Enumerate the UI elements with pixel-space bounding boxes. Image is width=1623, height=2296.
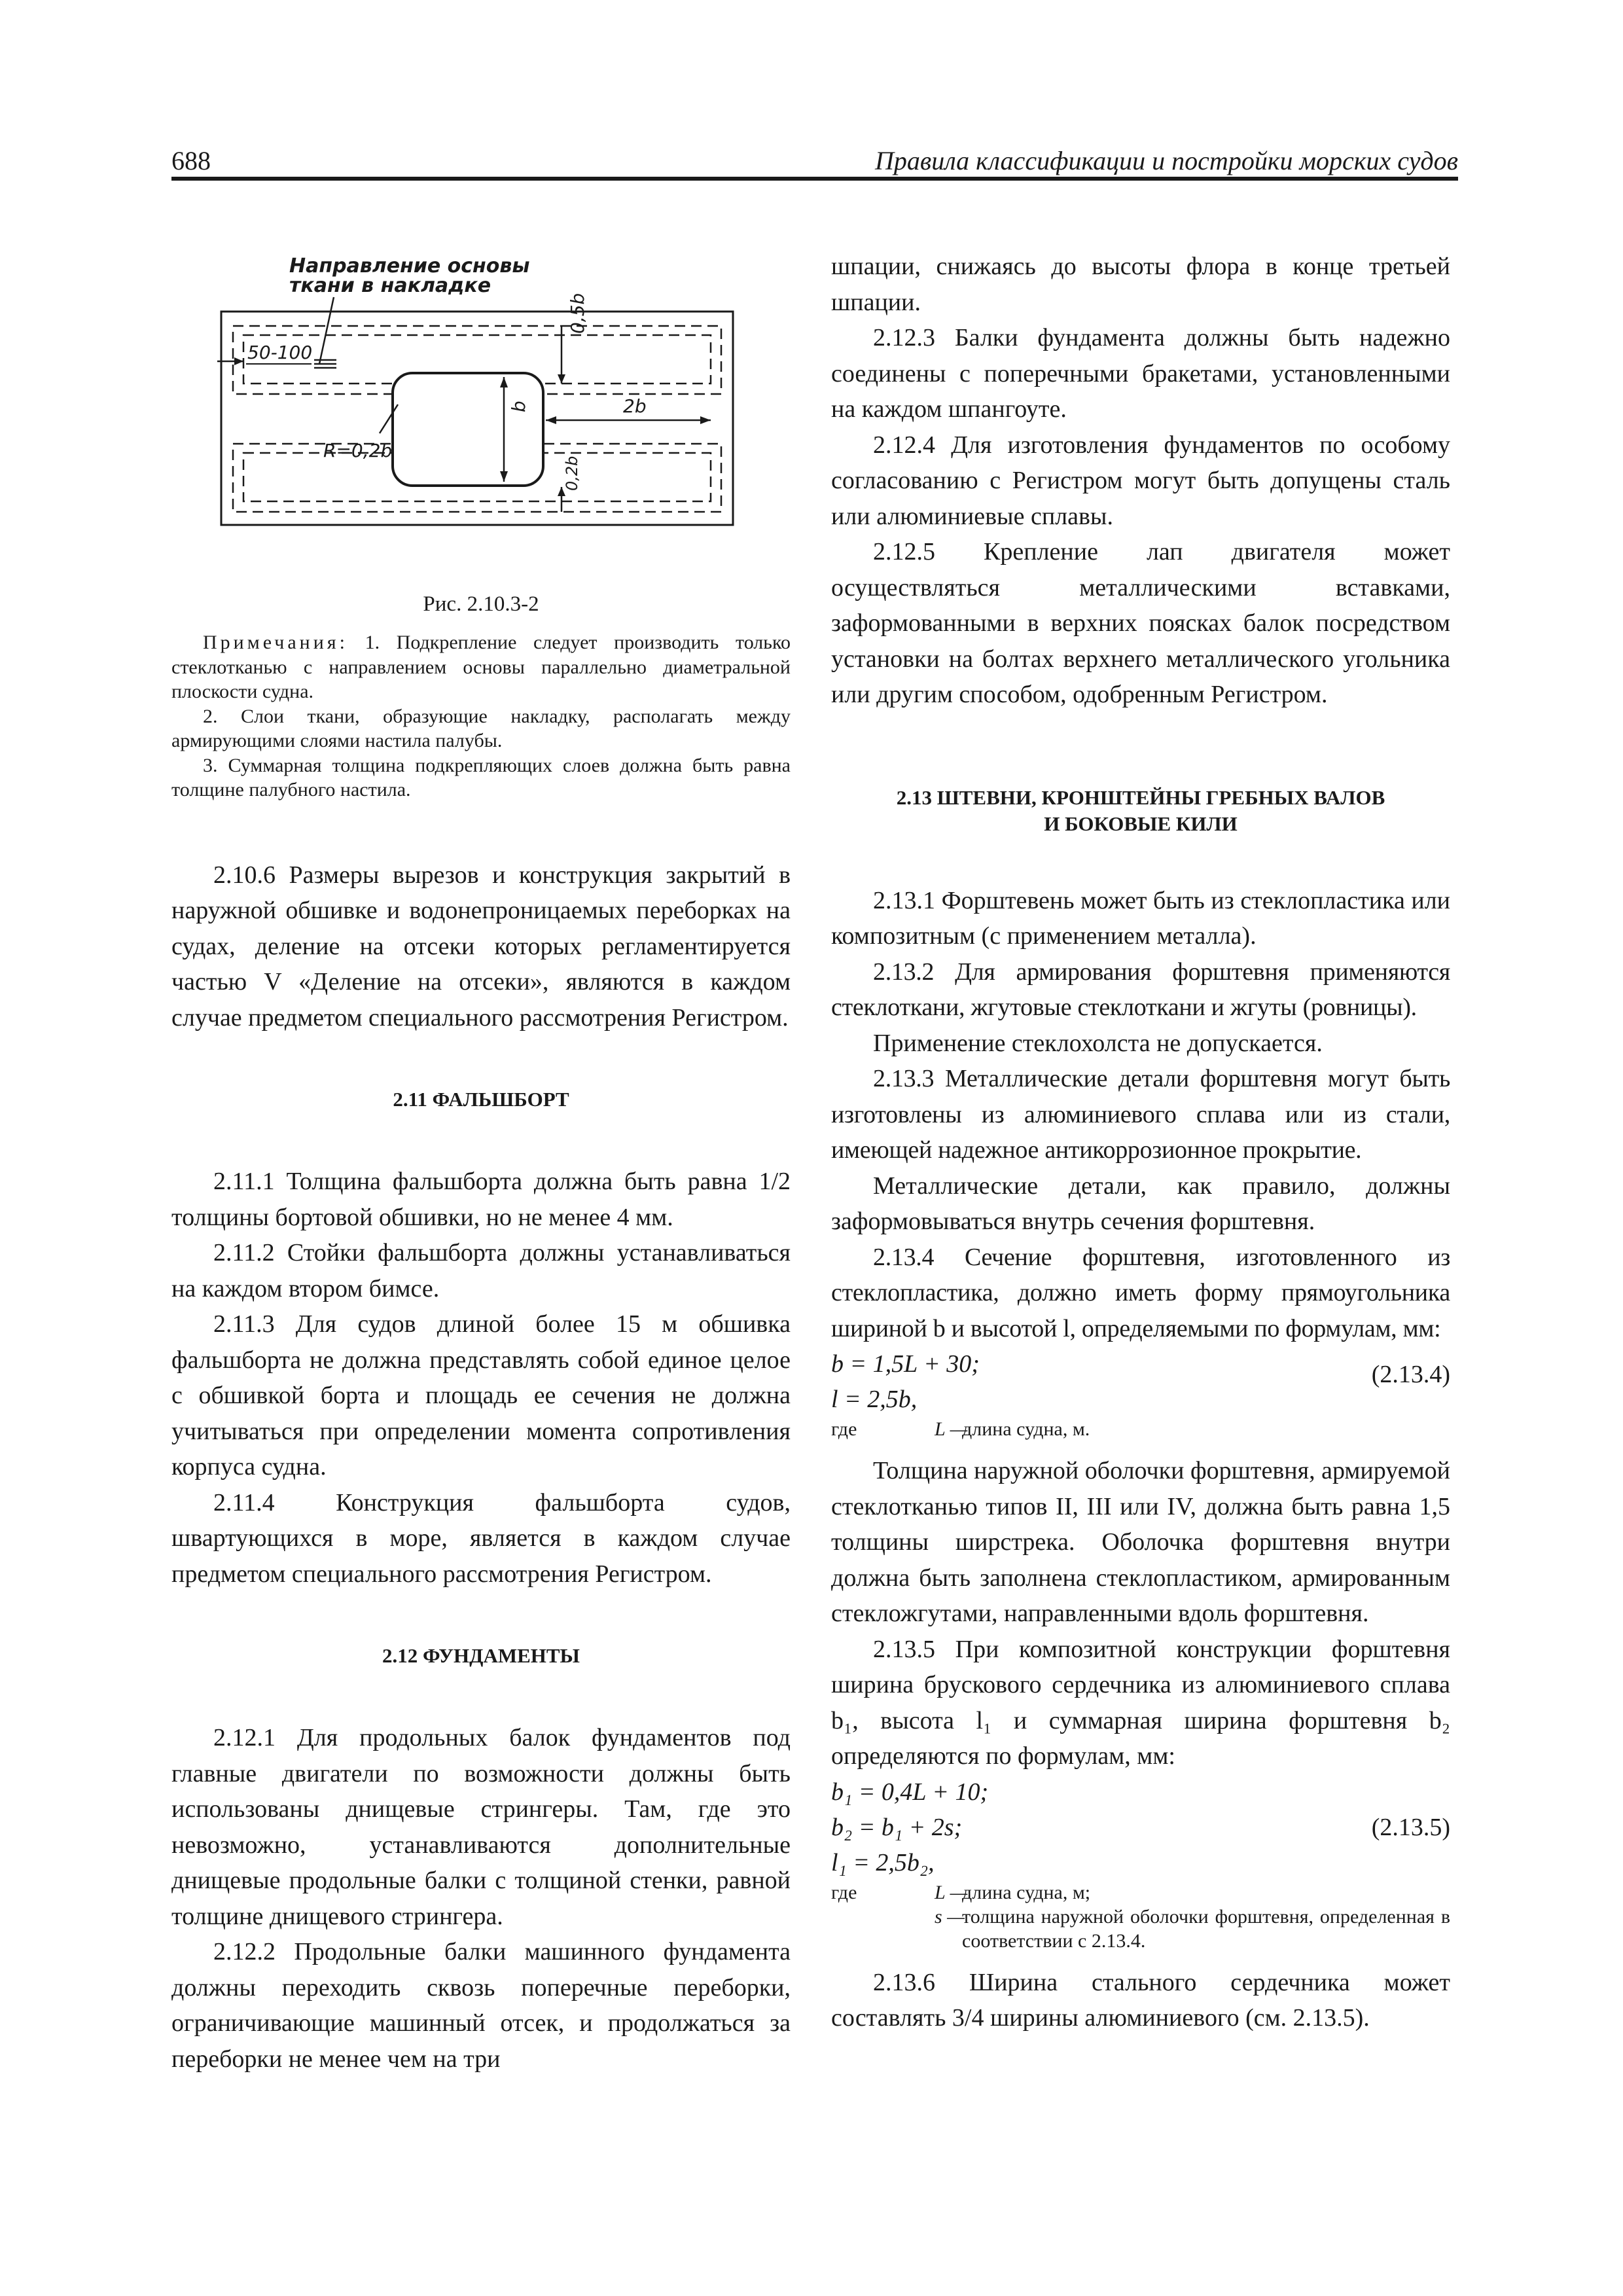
para-2-13-2b: Применение стеклохолста не допускается.	[873, 1029, 1323, 1057]
page-number: 688	[171, 146, 211, 175]
dimension-2b: 2b	[623, 395, 647, 417]
para-2-11-2: 2.11.2 Стойки фальшборта должны устанавливаться на каждом втором бимсе.	[171, 1239, 791, 1302]
figure-label-direction-2: ткани в накладке	[289, 274, 491, 297]
dimension-05b: 0,5b	[567, 293, 588, 334]
figure-notes	[171, 630, 791, 802]
formula-2-13-4-a: b = 1,5L + 30;	[831, 1350, 980, 1378]
para-2-13-2: 2.13.2 Для армирования форштевня применяются стеклоткани, жгутовые стеклоткани и жгуты (ровницы).	[831, 958, 1450, 1021]
formula-2-13-5-c: l₁ = 2,5b₂,	[831, 1848, 935, 1876]
figure-label-direction-1: Направление основы	[289, 255, 530, 278]
formula-number-2-13-4: (2.13.4)	[1371, 1361, 1450, 1388]
dimension-02b: 0,2b	[563, 456, 581, 491]
formula-2-13-5-b: b₂ = b₁ + 2s; (2.13.5)	[831, 1810, 1450, 1845]
formula-2-13-5-a: b₁ = 0,4L + 10;	[831, 1778, 989, 1806]
figure-drawing	[171, 249, 791, 586]
para-2-10-6: 2.10.6 Размеры вырезов и конструкция закрытий в наружной обшивке и водонепроницаемых переборках на судах, деление на отсеки которых регламентируется частью V «Деление на отсеки», являются в каждом случае предметом специального рассмотрения Регистром.	[171, 861, 791, 1031]
para-2-13-6: 2.13.6 Ширина стального сердечника может составлять 3/4 ширины алюминиевого (см. 2.13.5).	[831, 1968, 1450, 2032]
para-2-12-1: 2.12.1 Для продольных балок фундаментов под главные двигатели по возможности должны быть использованы днищевые стрингеры. Там, где это невозможно, устанавливаются дополнительные днищевые продольные балки с толщиной стенки, равной толщине днищевого стрингера.	[171, 1724, 791, 1930]
where-clause-1: где L — длина судна, м.	[831, 1418, 1090, 1440]
para-2-13-1: 2.13.1 Форштевень может быть из стеклопластика или композитным (с применением металла).	[831, 886, 1451, 950]
note-1: 1. Подкрепление следует производить только стеклотканью с направлением основы параллельно диаметральной плоскости судна.	[171, 632, 791, 702]
para-2-11-3: 2.11.3 Для судов длиной более 15 м обшивка фальшборта не должна представлять собой единое целое с обшивкой борта и площадь ее сечения не должна учитываться при определении момента сопротивления корпуса судна.	[171, 1310, 791, 1480]
figure-caption: Рис. 2.10.3-2	[423, 592, 539, 616]
section-2-13-title: 2.13 ШТЕВНИ, КРОНШТЕЙНЫ ГРЕБНЫХ ВАЛОВ И БОКОВЫЕ КИЛИ	[896, 785, 1385, 835]
header-rule	[171, 177, 1458, 181]
right-column	[831, 249, 1450, 2036]
section-2-12-title: 2.12 ФУНДАМЕНТЫ	[382, 1644, 580, 1667]
left-column	[171, 249, 791, 2077]
figure-2-10-3-2	[171, 249, 791, 586]
notes-heading: Примечания:	[203, 632, 348, 653]
where-clause-2: где L — длина судна, м;	[831, 1881, 1091, 1903]
para-2-13-4: 2.13.4 Сечение форштевня, изготовленного из стеклопластика, должно иметь форму прямоугольника шириной b и высотой l, определяемыми по формулам, мм:	[831, 1243, 1451, 1342]
para-2-12-4: 2.12.4 Для изготовления фундаментов по особому согласованию с Регистром могут быть допущены сталь или алюминиевые сплавы.	[831, 431, 1450, 530]
dimension-b: b	[508, 401, 529, 412]
para-2-11-1: 2.11.1 Толщина фальшборта должна быть равна 1/2 толщины бортовой обшивки, но не менее 4 мм.	[171, 1168, 791, 1231]
para-continuation: шпации, снижаясь до высоты флора в конце третьей шпации.	[831, 253, 1450, 316]
dimension-radius: R=0,2b	[323, 440, 393, 461]
para-2-11-4: 2.11.4 Конструкция фальшборта судов, швартующихся в море, является в каждом случае предметом специального рассмотрения Регистром.	[171, 1488, 791, 1588]
para-2-13-5: 2.13.5 При композитной конструкции форштевня ширина брускового сердечника из алюминиевого сплава b₁, высота l₁ и суммарная ширина форштевня b₂ определяются по формулам, мм:	[831, 1635, 1451, 1770]
note-3: 3. Суммарная толщина подкрепляющих слоев должна быть равна толщине палубного настила.	[171, 754, 791, 800]
running-title: Правила классификации и постройки морских судов	[874, 146, 1458, 175]
section-2-11-title: 2.11 ФАЛЬШБОРТ	[393, 1088, 569, 1111]
para-2-13-3b: Металлические детали, как правило, должны заформовываться внутрь сечения форштевня.	[831, 1172, 1450, 1235]
para-2-12-5: 2.12.5 Крепление лап двигателя может осуществляться металлическими вставками, заформованными в верхних поясках балок посредством установки на болтах верхнего металлического угольника или другим способом, одобренным Регистром.	[831, 538, 1451, 708]
para-2-12-3: 2.12.3 Балки фундамента должны быть надежно соединены с поперечными бракетами, установленными на каждом шпангоуте.	[831, 324, 1450, 423]
note-2: 2. Слои ткани, образующие накладку, располагать между армирующими слоями настила палубы.	[171, 705, 791, 751]
cutout-opening	[393, 373, 543, 486]
where-clause-3: s — толщина наружной оболочки форштевня, определенная в соответствии с 2.13.4.	[935, 1905, 1450, 1952]
para-2-13-3: 2.13.3 Металлические детали форштевня могут быть изготовлены из алюминиевого сплава или из стали, имеющей надежное антикоррозионное прокрытие.	[831, 1065, 1450, 1164]
dimension-50-100: 50-100	[247, 342, 313, 363]
para-2-12-2: 2.12.2 Продольные балки машинного фундамента должны переходить сквозь поперечные переборки, ограничивающие машинный отсек, и продолжаться за переборки не менее чем на три	[171, 1938, 791, 2073]
para-shell-thickness: Толщина наружной оболочки форштевня, армируемой стеклотканью типов II, III или IV, должна быть равна 1,5 толщины ширстрека. Оболочка форштевня внутри должна быть заполнена стеклопластиком, армированным стекложгутами, направленными вдоль форштевня.	[831, 1457, 1450, 1627]
formula-2-13-4-b: l = 2,5b, (2.13.4)	[831, 1382, 1450, 1417]
formula-number-2-13-5: (2.13.5)	[1371, 1813, 1450, 1841]
